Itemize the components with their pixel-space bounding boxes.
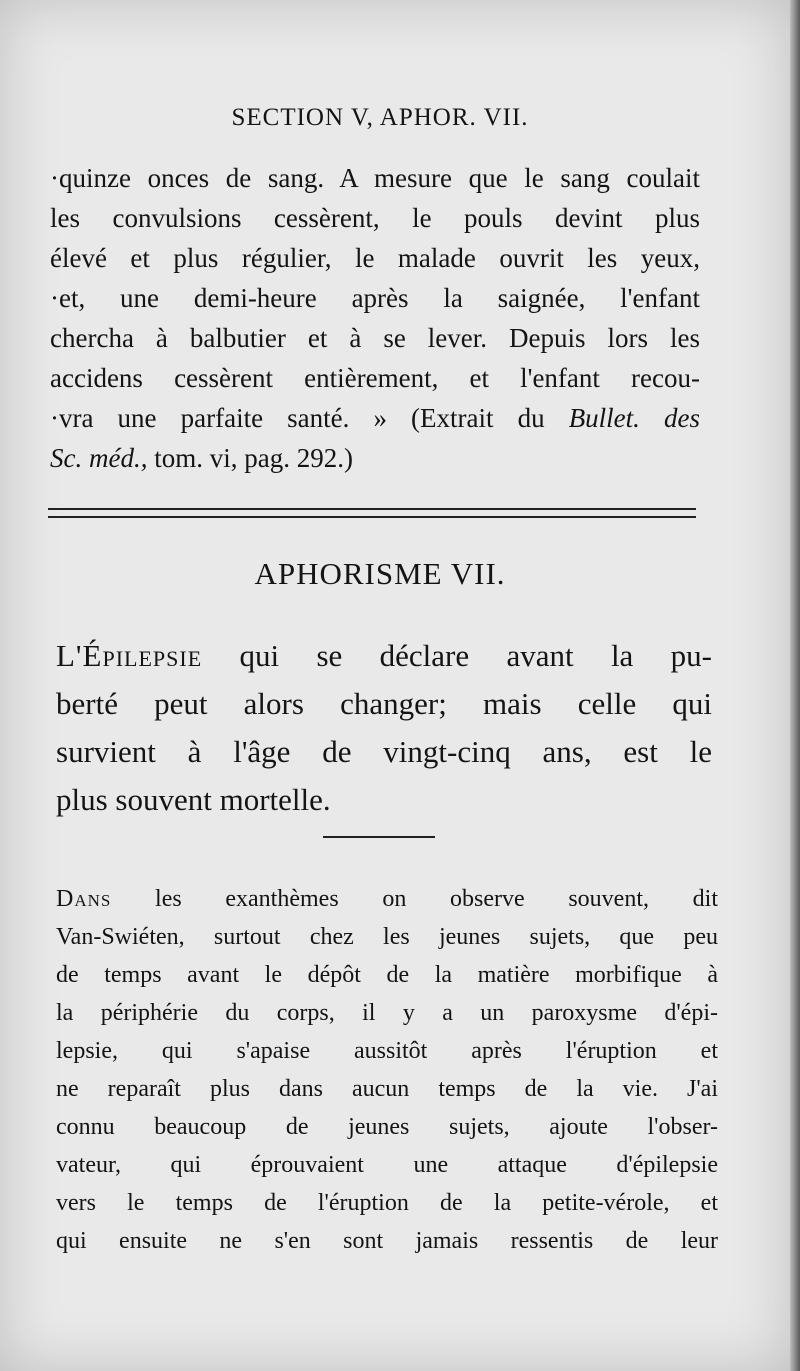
text-line: plus souvent mortelle. <box>56 782 331 817</box>
text-line: lepsie, qui s'apaise aussitôt après l'éruption et <box>56 1038 718 1064</box>
text-line: élevé et plus régulier, le malade ouvrit les yeux, <box>50 243 700 273</box>
text-line: de temps avant le dépôt de la matière morbifique à <box>56 962 718 988</box>
text-line: chercha à balbutier et à se lever. Depuis lors les <box>50 323 700 353</box>
text-line: connu beaucoup de jeunes sujets, ajoute l'obser- <box>56 1114 718 1140</box>
text-segment: tom. vi, pag. 292.) <box>154 443 353 473</box>
aphorism-title: APHORISME VII. <box>254 556 506 591</box>
text-line: survient à l'âge de vingt-cinq ans, est le <box>56 734 712 769</box>
commentary-paragraph <box>56 880 718 1260</box>
text-line: ne reparaît plus dans aucun temps de la vie. J'ai <box>56 1076 718 1102</box>
text-segment: qui se déclare avant la pu- <box>239 638 712 673</box>
text-line: vers le temps de l'éruption de la petite-vérole, et <box>56 1190 718 1216</box>
text-line: accidens cessèrent entièrement, et l'enfant recou- <box>50 363 700 393</box>
aphorism-text <box>56 632 712 824</box>
page-edge-shadow <box>790 0 800 1371</box>
running-head: SECTION V, APHOR. VII. <box>231 104 529 131</box>
section-divider <box>48 508 696 518</box>
text-line: vateur, qui éprouvaient une attaque d'épilepsie <box>56 1152 718 1178</box>
text-line: berté peut alors changer; mais celle qui <box>56 686 712 721</box>
italic-citation: Sc. méd., <box>50 443 148 473</box>
text-line: la périphérie du corps, il y a un paroxysme d'épi- <box>56 1000 718 1026</box>
text-line: ·quinze onces de sang. A mesure que le sang coulait <box>50 163 700 193</box>
text-line: qui ensuite ne s'en sont jamais ressentis de leur <box>56 1228 718 1254</box>
text-line: les convulsions cessèrent, le pouls devint plus <box>50 203 700 233</box>
text-line <box>56 632 712 680</box>
text-line <box>56 880 718 918</box>
lead-word: L'Épilepsie <box>56 638 203 673</box>
short-divider <box>323 836 435 838</box>
text-line: ·et, une demi-heure après la saignée, l'enfant <box>50 283 700 313</box>
text-line: Van-Swiéten, surtout chez les jeunes sujets, que peu <box>56 924 718 950</box>
text-line <box>50 438 700 478</box>
lead-word: Dans <box>56 886 112 912</box>
text-segment: ·vra une parfaite santé. » (Extrait du <box>50 403 545 433</box>
italic-citation: Bullet. des <box>568 403 700 433</box>
continued-paragraph <box>50 158 700 478</box>
text-segment: les exanthèmes on observe souvent, dit <box>155 886 719 912</box>
text-line <box>50 398 700 438</box>
